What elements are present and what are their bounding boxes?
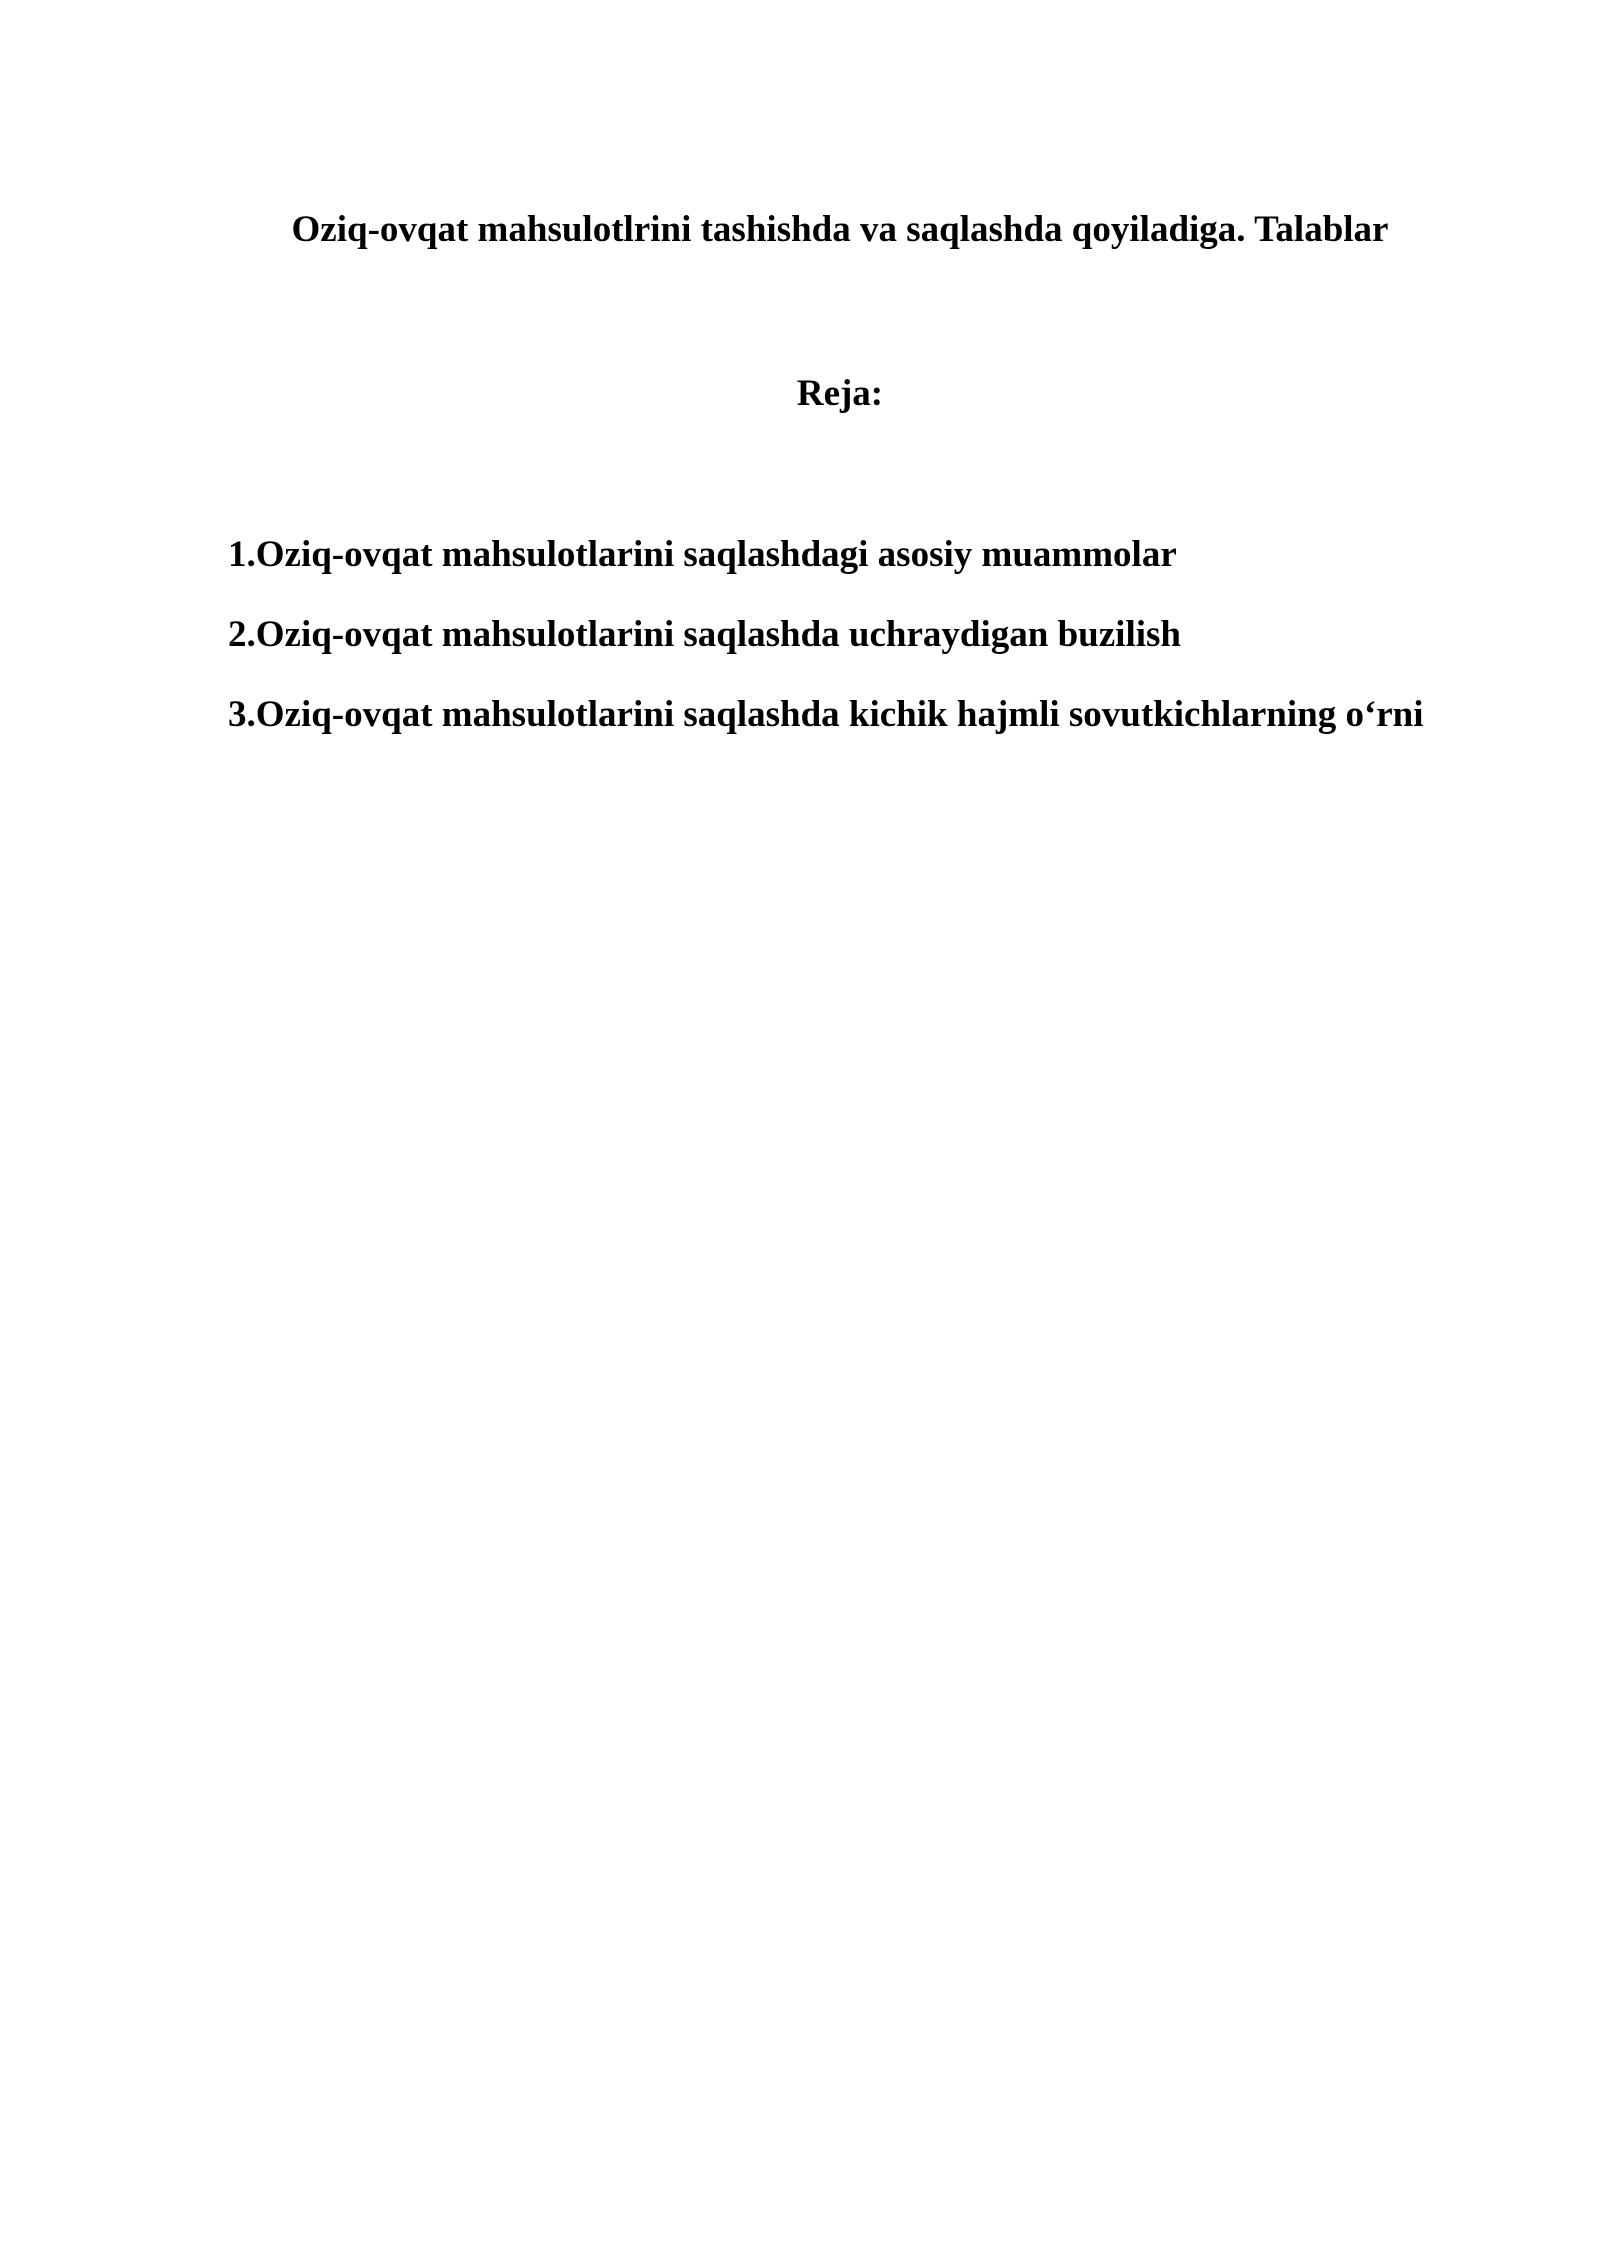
document-title: Oziq-ovqat mahsulotlrini tashishda va saqlashda qoyiladiga. Talablar bbox=[291, 209, 1389, 250]
plan-list bbox=[228, 530, 1448, 770]
plan-item-1: 1.Oziq-ovqat mahsulotlarini saqlashdagi asosiy muammolar bbox=[228, 534, 1177, 575]
plan-item-3: 3.Oziq-ovqat mahsulotlarini saqlashda kichik hajmli sovutkichlarning o‘rni bbox=[228, 694, 1424, 735]
plan-item-2: 2.Oziq-ovqat mahsulotlarini saqlashda uchraydigan buzilish bbox=[228, 614, 1181, 655]
plan-heading: Reja: bbox=[796, 373, 884, 414]
